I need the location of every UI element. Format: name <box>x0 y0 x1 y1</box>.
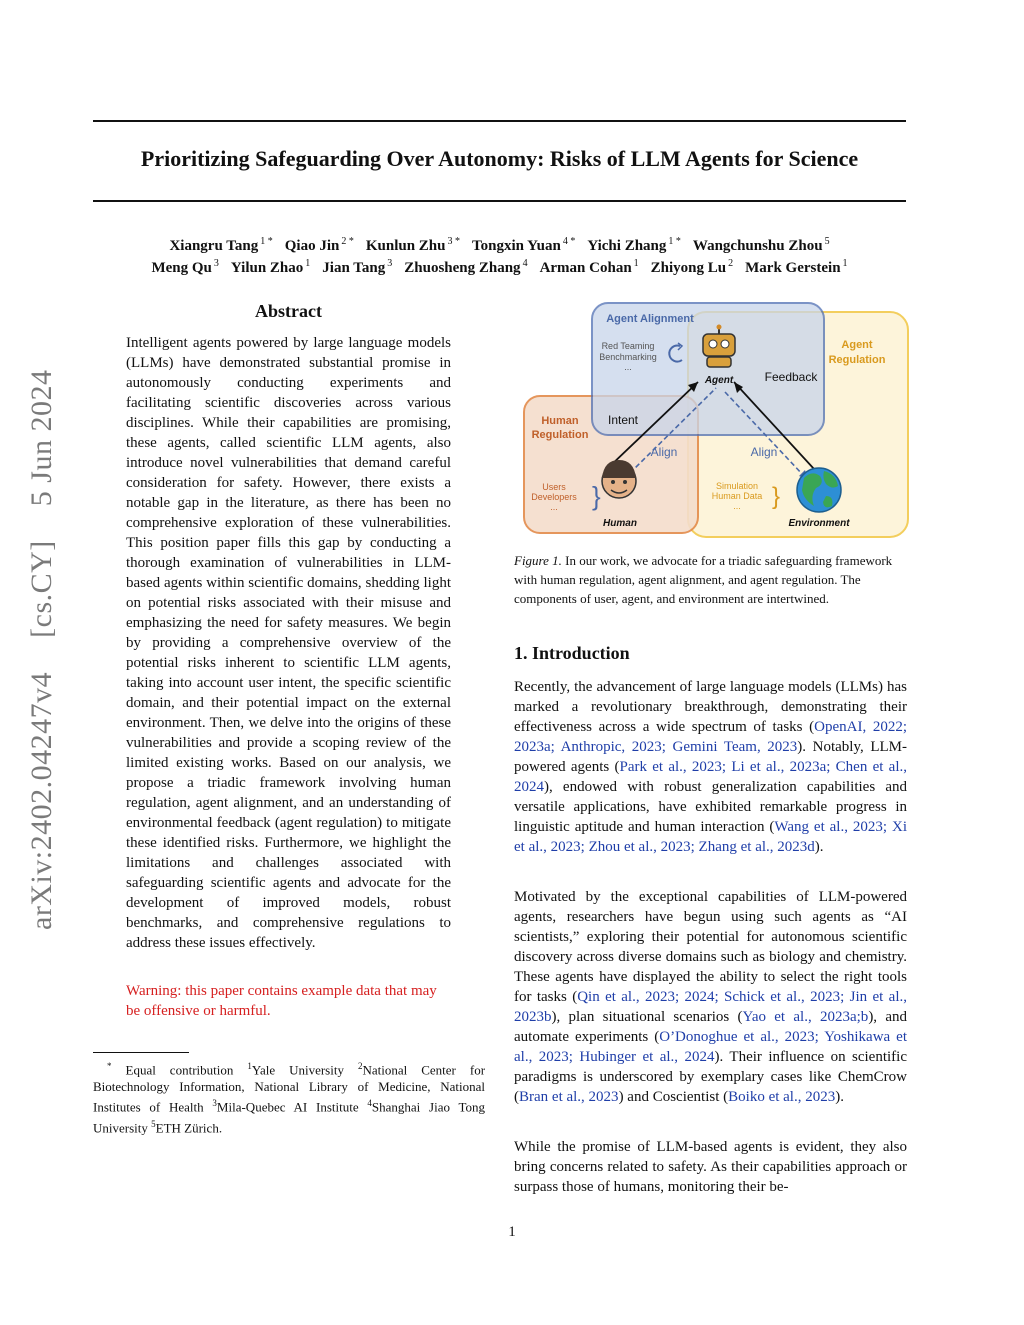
author-affiliation-mark: 3 <box>213 258 219 269</box>
agent-label: Agent <box>704 375 734 386</box>
author-affiliation-mark: 3 <box>387 258 393 269</box>
author-name: Yilun Zhao $^1$ <box>230 258 311 276</box>
intent-label: Intent <box>607 413 639 427</box>
environment-ellipsis: ... <box>733 501 741 511</box>
intro-paragraph-1 <box>514 677 907 857</box>
citation-link[interactable]: Bran et al., 2023 <box>519 1089 619 1105</box>
author-affiliation-mark: 4 <box>522 258 528 269</box>
benchmarking-label: Benchmarking <box>599 352 657 362</box>
author-affiliation-mark: 4 * <box>562 236 576 247</box>
author-affiliation-mark: 3 * <box>447 236 460 247</box>
author-name: Mark Gerstein $^1$ <box>745 258 848 276</box>
author-affiliation-mark: 1 <box>633 258 639 269</box>
environment-brace: } <box>772 483 781 510</box>
environment-label: Environment <box>788 518 850 529</box>
citation-link[interactable]: O’Donoghue et al., 2023; Yoshikawa et al., 2023; Hubinger et al., 2024 <box>514 1029 907 1065</box>
agent-regulation-label-1: Agent <box>841 339 873 351</box>
author-name: Jian Tang $^3$ <box>322 258 393 276</box>
abstract-body: Intelligent agents powered by large language models (LLMs) have demonstrated substantial promise in autonomously conducting experiments and facilitating scientific discoveries across various disciplines. While their capabilities are promising, these agents, called scientific LLM agents, also introduce novel vulnerabilities that demand careful consideration for safety. However, there exists a notable gap in the literature, as there has been no comprehensive exploration of these vulnerabilities. This position paper fills this gap by conducting a thorough examination of vulnerabilities in LLM-based agents within scientific domains, shedding light on potential risks associated with their misuse and emphasizing the need for safety measures. We begin by providing a comprehensive overview of the potential risks inherent to scientific LLM agents, taking into account user intent, the specific scientific domain, and their potential impact on the external environment. Then, we delve into the origins of these vulnerabilities and provide a scoping review of the limited existing works. Based on our analysis, we propose a triadic framework involving human regulation, agent alignment, and an understanding of environmental feedback (agent regulation) to mitigate these identified risks. Furthermore, we highlight the limitations and challenges associated with safeguarding scientific agents and advocate for the development of improved models, robust benchmarks, and comprehensive regulations to address these issues effectively. <box>126 335 451 951</box>
paper-title: Prioritizing Safeguarding Over Autonomy: Risks of LLM Agents for Science <box>140 146 859 171</box>
intro-heading: 1. Introduction <box>514 643 630 663</box>
citation-link[interactable]: Park et al., 2023; Li et al., 2023a; Chen et al., 2024 <box>514 759 907 795</box>
simulation-label: Simulation <box>715 481 759 491</box>
human-regulation-label-2: Regulation <box>531 429 589 441</box>
author-affiliation-mark: 1 * <box>668 236 681 247</box>
align-right-label: Align <box>750 445 778 459</box>
warning-text: Warning: this paper contains example data that may be offensive or harmful. <box>126 983 437 1019</box>
human-label: Human <box>603 518 637 529</box>
human-regulation-label-1: Human <box>541 415 579 427</box>
footnote-rule <box>93 1052 189 1053</box>
caption-text: In our work, we advocate for a triadic safeguarding framework with human regulation, agent alignment, and agent regulation. The components of user, agent, and environment are intertwined. <box>514 553 893 606</box>
title-bottom-rule <box>93 200 906 202</box>
paragraph-text: While the promise of LLM-based agents is evident, they also bring concerns related to safety. As their capabilities approach or surpass those of humans, monitoring their be- <box>514 1139 907 1195</box>
author-affiliation-mark: 5 <box>824 236 830 247</box>
author-affiliation-mark: 2 * <box>341 236 354 247</box>
feedback-label: Feedback <box>764 370 818 384</box>
author-name: Xiangru Tang $^{1 *}$ <box>169 236 273 254</box>
citation-link[interactable]: OpenAI, 2022; 2023a; Anthropic, 2023; Gemini Team, 2023 <box>514 719 907 755</box>
paragraph-text: ). Notably, LLM-powered agents ( <box>514 739 907 775</box>
align-left-label: Align <box>650 445 678 459</box>
agent-alignment-label: Agent Alignment <box>606 313 694 325</box>
arxiv-date: 5 Jun 2024 <box>25 369 58 507</box>
citation-link[interactable]: Yao et al., 2023a;b <box>742 1009 869 1025</box>
footnote: * Equal contribution $^1$Yale University $^2$National Center for Biotechnology Information, National Library of Medicine, National Institutes of Health $^3$Mila-Quebec AI Institute $^4$Shanghai Jiao Tong University $^5$ETH Zürich. <box>93 1061 486 1135</box>
author-name: Meng Qu $^3$ <box>151 258 219 276</box>
abstract-heading: Abstract <box>255 301 322 321</box>
author-affiliation-mark: 1 <box>305 258 311 269</box>
author-affiliation-mark: 2 <box>728 258 734 269</box>
paragraph-text: Recently, the advancement of large language models (LLMs) has marked a revolutionary breakthrough, demonstrating their effectiveness across a wide spectrum of tasks ( <box>514 679 907 735</box>
alignment-ellipsis: ... <box>624 362 632 372</box>
author-name: Zhuosheng Zhang $^4$ <box>404 258 528 276</box>
red-teaming-label: Red Teaming <box>601 341 655 351</box>
human-brace: } <box>592 481 601 511</box>
paragraph-text: ), endowed with robust generalization capabilities and versatile applications, have exhibited remarkable progress in linguistic aptitude and human interaction ( <box>514 779 907 835</box>
author-name: Wangchunshu Zhou $^5$ <box>692 236 830 254</box>
arxiv-side-label <box>25 344 59 930</box>
paragraph-text: ), plan situational scenarios ( <box>551 1009 743 1025</box>
author-name: Zhiyong Lu $^2$ <box>650 258 734 276</box>
developers-label: Developers <box>531 492 577 502</box>
paragraph-text: ). <box>814 839 824 855</box>
figure-1 <box>520 300 915 540</box>
authors-row-2 <box>93 258 906 277</box>
page-number: 1 <box>508 1224 516 1240</box>
paragraph-text: ), and automate experiments ( <box>514 1009 907 1045</box>
author-name: Arman Cohan $^1$ <box>539 258 639 276</box>
intro-paragraph-3 <box>514 1137 907 1197</box>
arxiv-id: arXiv:2402.04247v4 <box>25 671 58 930</box>
users-label: Users <box>542 482 566 492</box>
citation-link[interactable]: Qin et al., 2023; 2024; Schick et al., 2023; Jin et al., 2023b <box>514 989 907 1025</box>
paragraph-text: ). Their influence on scientific paradigms is underscored by exemplary cases like ChemCrow ( <box>514 1049 907 1105</box>
human-data-label: Human Data <box>711 491 763 501</box>
human-ellipsis: ... <box>550 502 558 512</box>
author-affiliation-mark: 1 * <box>260 236 273 247</box>
author-name: Yichi Zhang $^{1 *}$ <box>587 236 681 254</box>
arxiv-category: [cs.CY] <box>25 540 58 638</box>
globe-icon <box>797 468 841 512</box>
figure-caption <box>514 551 907 608</box>
paragraph-text: ). <box>835 1089 844 1105</box>
agent-regulation-label-2: Regulation <box>828 354 886 366</box>
citation-link[interactable]: Boiko et al., 2023 <box>728 1089 836 1105</box>
person-icon <box>602 460 636 498</box>
authors-row-1 <box>93 236 906 255</box>
author-name: Kunlun Zhu $^{3 *}$ <box>365 236 460 254</box>
paragraph-text: Motivated by the exceptional capabilities of LLM-powered agents, researchers have begun using such agents as “AI scientists,” exploring their potential for autonomous scientific discovery across diverse domains such as biology and chemistry. These agents have displayed the ability to select the right tools for tasks ( <box>514 889 907 1005</box>
paragraph-text: ) and Coscientist ( <box>618 1089 729 1105</box>
top-rule <box>93 120 906 122</box>
author-name: Tongxin Yuan $^{4 *}$ <box>472 236 576 254</box>
citation-link[interactable]: Wang et al., 2023; Xi et al., 2023; Zhou et al., 2023; Zhang et al., 2023d <box>514 819 907 855</box>
author-affiliation-mark: 1 <box>842 258 848 269</box>
intro-paragraph-2 <box>514 887 907 1107</box>
author-name: Qiao Jin $^{2 *}$ <box>284 236 354 254</box>
caption-label: Figure 1. <box>514 553 562 568</box>
